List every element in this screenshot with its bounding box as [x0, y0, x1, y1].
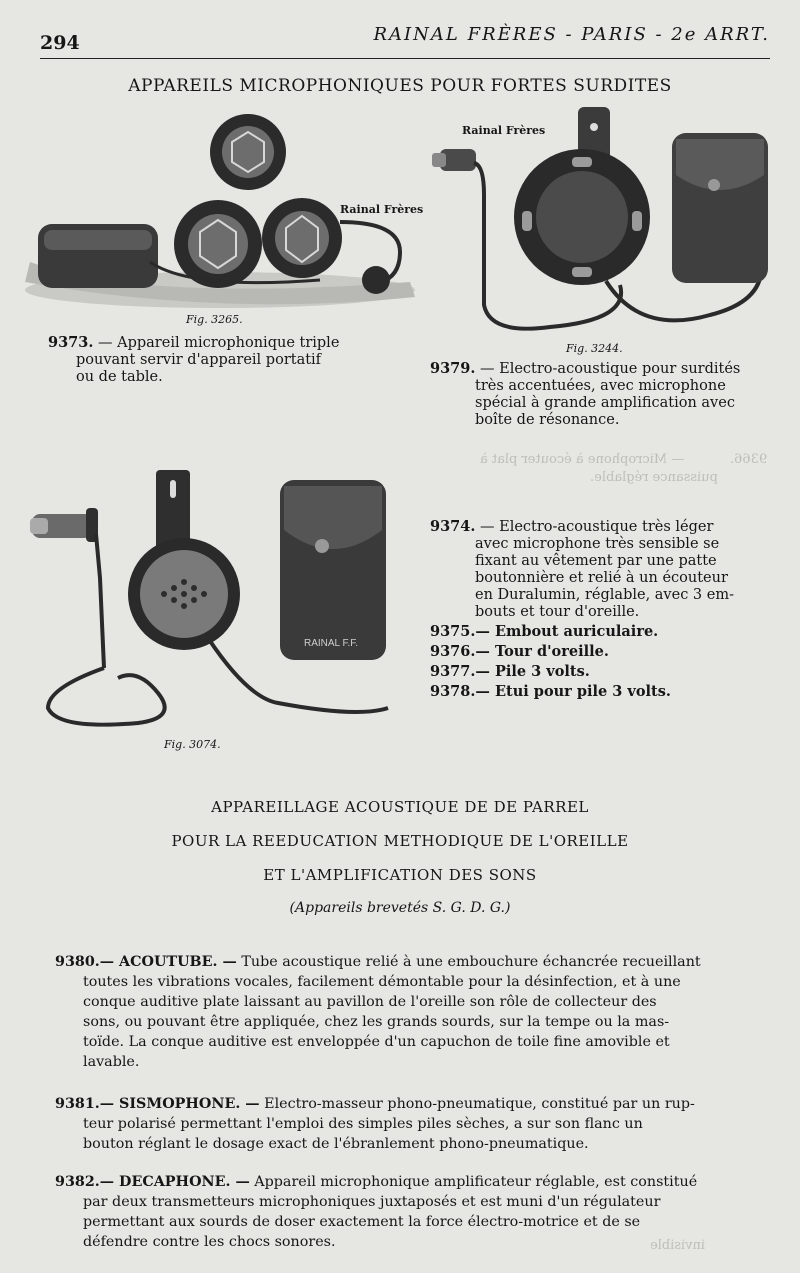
paragraph-line: toïde. La conque auditive est enveloppée d'un capuchon de toile fine amovible et	[83, 1034, 670, 1050]
item-text-line: boutonnière et relié à un écouteur	[475, 570, 728, 586]
item-text-line: fixant au vêtement par une patte	[475, 553, 717, 569]
paragraph-lead: 9382.— DECAPHONE. —	[55, 1174, 250, 1190]
item-9378: 9378.— Etui pour pile 3 volts.	[430, 683, 671, 700]
item-9377: 9377.— Pile 3 volts.	[430, 663, 590, 680]
section2-heading-line1: APPAREILLAGE ACOUSTIQUE DE DE PARREL	[211, 798, 589, 816]
item-text-line: pouvant servir d'appareil portatif	[76, 352, 322, 368]
item-9379	[430, 360, 740, 429]
paragraph-line: bouton réglant le dosage exact de l'ébranlement phono-pneumatique.	[83, 1136, 589, 1152]
item-text-line: avec microphone très sensible se	[475, 536, 720, 552]
running-title: RAINAL FRÈRES - PARIS - 2e ARRT.	[373, 24, 770, 45]
item-text-line: ou de table.	[76, 369, 163, 385]
bleed-through-text: — Microphone à écouter plat à	[480, 452, 685, 467]
paragraph-line: sons, ou pouvant être appliquée, chez les grands sourds, sur la tempe ou la mas-	[83, 1014, 670, 1030]
paragraph-9382	[55, 1172, 775, 1252]
item-9373	[48, 334, 339, 386]
section2-heading-line2: POUR LA REEDUCATION METHODIQUE DE L'OREILLE	[171, 832, 629, 850]
lightweight-earphone-illustration	[28, 468, 400, 738]
brand-label-fig-3244: Rainal Frères	[462, 124, 546, 137]
bleed-through-text: 9366.	[730, 452, 768, 467]
figure-caption-3074: Fig. 3074.	[164, 738, 221, 751]
bleed-through-text: puissance réglable.	[590, 470, 718, 485]
paragraph-line: lavable.	[83, 1054, 140, 1070]
page-header	[40, 22, 770, 59]
item-9375: 9375.— Embout auriculaire.	[430, 623, 659, 640]
item-number: 9374.	[430, 518, 476, 535]
paragraph-line: teur polarisé permettant l'emploi des simples piles sèches, a sur son flanc un	[83, 1116, 643, 1132]
paragraph-line: par deux transmetteurs microphoniques juxtaposés et est muni d'un régulateur	[83, 1194, 661, 1210]
item-text-line: — Appareil microphonique triple	[98, 335, 340, 351]
brand-label-fig-3265: Rainal Frères	[340, 203, 424, 216]
electro-acoustic-earphone-illustration	[430, 105, 775, 345]
section2-heading-line3: ET L'AMPLIFICATION DES SONS	[263, 866, 537, 884]
section2-subtitle: (Appareils brevetés S. G. D. G.)	[289, 900, 511, 916]
page-number: 294	[40, 32, 80, 54]
item-9376: 9376.— Tour d'oreille.	[430, 643, 609, 660]
paragraph-9380	[55, 952, 775, 1072]
paragraph-line: Electro-masseur phono-pneumatique, constitué par un rup-	[264, 1096, 695, 1112]
paragraph-line: permettant aux sourds de doser exactement la force électro-motrice et de se	[83, 1214, 641, 1230]
item-text-line: boîte de résonance.	[475, 412, 620, 428]
figure-caption-3244: Fig. 3244.	[566, 342, 623, 355]
paragraph-line: défendre contre les chocs sonores.	[83, 1234, 336, 1250]
item-text-line: en Duralumin, réglable, avec 3 em-	[475, 587, 734, 603]
item-9374	[430, 518, 734, 621]
paragraph-lead: 9380.— ACOUTUBE. —	[55, 954, 237, 970]
item-text-line: spécial à grande amplification avec	[475, 395, 735, 411]
item-text-line: bouts et tour d'oreille.	[475, 604, 640, 620]
item-text-line: très accentuées, avec microphone	[475, 378, 726, 394]
item-text-line: — Electro-acoustique très léger	[480, 519, 714, 535]
paragraph-line: conque auditive plate laissant au pavillon de l'oreille son rôle de collecteur des	[83, 994, 657, 1010]
paragraph-line: toutes les vibrations vocales, facilement démontable pour la désinfection, et à une	[83, 974, 681, 990]
paragraph-9381	[55, 1094, 775, 1154]
bleed-through-text: invisible	[650, 1238, 706, 1253]
paragraph-lead: 9381.— SISMOPHONE. —	[55, 1096, 260, 1112]
item-number: 9379.	[430, 360, 476, 377]
section-title: APPAREILS MICROPHONIQUES POUR FORTES SURDITES	[128, 76, 672, 96]
figure-caption-3265: Fig. 3265.	[186, 313, 243, 326]
paragraph-line: Tube acoustique relié à une embouchure échancrée recueillant	[241, 954, 701, 970]
item-number: 9373.	[48, 334, 94, 351]
case-label: RAINAL F.F.	[304, 638, 359, 649]
item-text-line: — Electro-acoustique pour surdités	[480, 361, 741, 377]
paragraph-line: Appareil microphonique amplificateur réglable, est constitué	[254, 1174, 698, 1190]
